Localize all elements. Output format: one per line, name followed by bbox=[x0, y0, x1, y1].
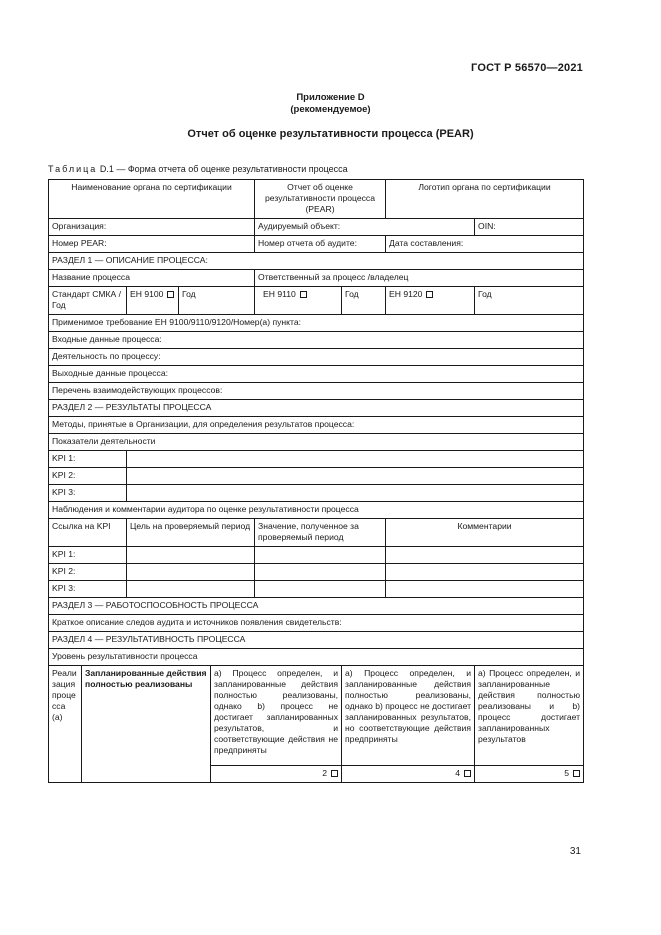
section-2-heading: РАЗДЕЛ 2 — РЕЗУЛЬТАТЫ ПРОЦЕССА bbox=[49, 400, 584, 417]
table-caption bbox=[48, 164, 348, 174]
section-1-heading: РАЗДЕЛ 1 — ОПИСАНИЕ ПРОЦЕССА: bbox=[49, 253, 584, 270]
header-cert-org: Наименование органа по сертификации bbox=[49, 180, 255, 219]
kpi-1-comment bbox=[386, 547, 584, 564]
pear-form-table bbox=[48, 179, 584, 783]
table-row bbox=[49, 434, 584, 451]
table-row bbox=[49, 519, 584, 547]
caption-prefix: Таблица bbox=[48, 164, 98, 174]
process-realization-label: Реализация процесса (а) bbox=[49, 666, 82, 783]
kpi-3-value bbox=[127, 485, 584, 502]
interacting-processes-label: Перечень взаимодействующих процессов: bbox=[49, 383, 584, 400]
table-row bbox=[49, 451, 584, 468]
checkbox-icon[interactable] bbox=[464, 770, 471, 777]
applicable-requirement-label: Применимое требование ЕН 9100/9110/9120/Номер(а) пункта: bbox=[49, 315, 584, 332]
year-label: Год bbox=[475, 287, 584, 315]
appendix-title: Приложение D bbox=[296, 92, 365, 103]
kpi-2-target bbox=[127, 564, 255, 581]
header-report: Отчет об оценке результативности процесса (PEAR) bbox=[255, 180, 386, 219]
section-3-heading: РАЗДЕЛ 3 — РАБОТОСПОСОБНОСТЬ ПРОЦЕССА bbox=[49, 598, 584, 615]
score-4-label: 4 bbox=[455, 767, 461, 778]
caption-text: D.1 — Форма отчета об оценке результативности процесса bbox=[99, 164, 348, 174]
section-4-heading: РАЗДЕЛ 4 — РЕЗУЛЬТАТИВНОСТЬ ПРОЦЕССА bbox=[49, 632, 584, 649]
header-logo: Логотип органа по сертификации bbox=[386, 180, 584, 219]
table-row bbox=[49, 219, 584, 236]
table-row bbox=[49, 366, 584, 383]
table-row bbox=[49, 615, 584, 632]
table-row bbox=[49, 270, 584, 287]
en9110-label: ЕН 9110 bbox=[263, 289, 296, 299]
kpi-3-comment bbox=[386, 581, 584, 598]
checkbox-icon[interactable] bbox=[426, 291, 433, 298]
table-row bbox=[49, 485, 584, 502]
kpi-2-label: KPI 2: bbox=[49, 468, 127, 485]
table-row bbox=[49, 400, 584, 417]
auditor-observations-label: Наблюдения и комментарии аудитора по оценке результативности процесса bbox=[49, 502, 584, 519]
en9120-option bbox=[386, 287, 475, 315]
score-5-label: 5 bbox=[564, 767, 570, 778]
process-outputs-label: Выходные данные процесса: bbox=[49, 366, 584, 383]
audited-object-label: Аудируемый объект: bbox=[255, 219, 475, 236]
effectiveness-level-label: Уровень результативности процесса bbox=[49, 649, 584, 666]
audit-trails-label: Краткое описание следов аудита и источников появления свидетельств: bbox=[49, 615, 584, 632]
kpi-1-label: KPI 1: bbox=[49, 451, 127, 468]
kpi-2-value bbox=[127, 468, 584, 485]
score-4-option bbox=[342, 765, 475, 782]
page-number: 31 bbox=[569, 846, 581, 857]
score-2-option bbox=[211, 765, 342, 782]
level-4-description: а) Процесс определен, и запланированные действия полностью реализованы, однако b) процесс не достигает запланированных результатов, но соответствующие действия предприняты bbox=[342, 666, 475, 766]
target-header: Цель на проверяемый период bbox=[127, 519, 255, 547]
checkbox-icon[interactable] bbox=[300, 291, 307, 298]
kpi-1-value bbox=[127, 451, 584, 468]
table-row bbox=[49, 581, 584, 598]
checkbox-icon[interactable] bbox=[167, 291, 174, 298]
level-2-description: а) Процесс определен, и запланированные действия полностью реализованы, однако b) процесс не достигает запланированных результатов, и соответствующие действия не предприняты bbox=[211, 666, 342, 766]
table-row bbox=[49, 564, 584, 581]
process-name-label: Название процесса bbox=[49, 270, 255, 287]
table-row bbox=[49, 417, 584, 434]
process-owner-label: Ответственный за процесс /владелец bbox=[255, 270, 584, 287]
table-row bbox=[49, 547, 584, 564]
comments-header: Комментарии bbox=[386, 519, 584, 547]
table-row bbox=[49, 253, 584, 270]
standard-number: ГОСТ Р 56570—2021 bbox=[471, 62, 583, 74]
year-label: Год bbox=[179, 287, 255, 315]
kpi-2-label: KPI 2: bbox=[49, 564, 127, 581]
process-inputs-label: Входные данные процесса: bbox=[49, 332, 584, 349]
kpi-3-target bbox=[127, 581, 255, 598]
kpi-3-label: KPI 3: bbox=[49, 485, 127, 502]
table-row bbox=[49, 236, 584, 253]
score-2-label: 2 bbox=[322, 767, 328, 778]
table-row bbox=[49, 383, 584, 400]
kpi-1-label: KPI 1: bbox=[49, 547, 127, 564]
table-row bbox=[49, 180, 584, 219]
table-row bbox=[49, 632, 584, 649]
kpi-2-comment bbox=[386, 564, 584, 581]
table-row bbox=[49, 349, 584, 366]
en9110-option bbox=[255, 287, 342, 315]
score-5-option bbox=[475, 765, 584, 782]
table-row bbox=[49, 649, 584, 666]
en9120-label: ЕН 9120 bbox=[389, 289, 423, 299]
audit-report-number-label: Номер отчета об аудите: bbox=[255, 236, 386, 253]
table-row bbox=[49, 666, 584, 766]
methods-label: Методы, принятые в Организации, для определения результатов процесса: bbox=[49, 417, 584, 434]
planned-actions-label: Запланированные действия полностью реализованы bbox=[82, 666, 211, 783]
pear-number-label: Номер PEAR: bbox=[49, 236, 255, 253]
performance-indicators-label: Показатели деятельности bbox=[49, 434, 584, 451]
process-activities-label: Деятельность по процессу: bbox=[49, 349, 584, 366]
checkbox-icon[interactable] bbox=[331, 770, 338, 777]
table-row bbox=[49, 287, 584, 315]
organization-label: Организация: bbox=[49, 219, 255, 236]
table-row bbox=[49, 315, 584, 332]
date-compiled-label: Дата составления: bbox=[386, 236, 584, 253]
table-row bbox=[49, 332, 584, 349]
kpi-reference-header: Ссылка на KPI bbox=[49, 519, 127, 547]
en9100-label: ЕН 9100 bbox=[130, 289, 164, 299]
year-label: Год bbox=[342, 287, 386, 315]
level-5-description: а) Процесс определен, и запланированные действия полностью реализованы и b) процесс достигает запланированных результатов bbox=[475, 666, 584, 766]
report-title: Отчет об оценке результативности процесса (PEAR) bbox=[187, 128, 474, 140]
kpi-3-label: KPI 3: bbox=[49, 581, 127, 598]
table-row bbox=[49, 598, 584, 615]
obtained-value-header: Значение, полученное за проверяемый период bbox=[255, 519, 386, 547]
table-row bbox=[49, 502, 584, 519]
appendix-subtitle: (рекомендуемое) bbox=[290, 104, 371, 115]
table-row bbox=[49, 468, 584, 485]
oin-label: OIN: bbox=[475, 219, 584, 236]
kpi-1-target bbox=[127, 547, 255, 564]
kpi-2-obtained bbox=[255, 564, 386, 581]
checkbox-icon[interactable] bbox=[573, 770, 580, 777]
kpi-1-obtained bbox=[255, 547, 386, 564]
en9100-option bbox=[127, 287, 179, 315]
kpi-3-obtained bbox=[255, 581, 386, 598]
qms-standard-label: Стандарт СМКА / Год bbox=[49, 287, 127, 315]
